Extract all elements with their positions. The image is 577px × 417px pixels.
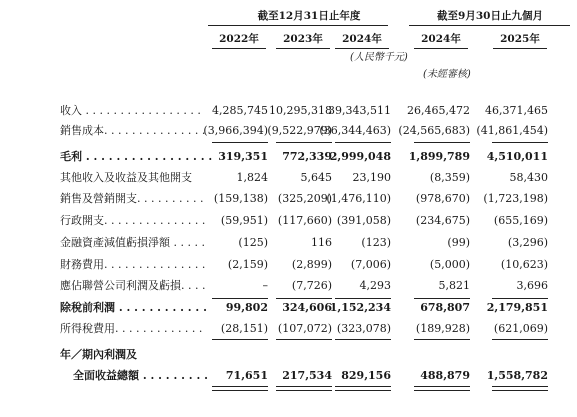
row-value: 678,807 bbox=[420, 301, 470, 314]
row-value: (125) bbox=[238, 236, 268, 249]
subtotal-rule bbox=[276, 339, 332, 340]
row-value: 4,510,011 bbox=[486, 150, 548, 163]
row-value: 324,606 bbox=[282, 301, 332, 314]
year-underline-4 bbox=[414, 48, 468, 49]
subtotal-rule bbox=[414, 142, 470, 143]
row-value: 4,285,745 bbox=[212, 104, 268, 117]
subtotal-rule bbox=[212, 339, 268, 340]
row-label: 應佔聯營公司利潤及虧損. . . . bbox=[60, 279, 206, 292]
row-value: 1,899,789 bbox=[408, 150, 470, 163]
subtotal-rule bbox=[276, 142, 332, 143]
row-value: 5,821 bbox=[438, 279, 470, 292]
row-value: (1,723,198) bbox=[483, 192, 548, 205]
row-value: 10,295,318 bbox=[269, 104, 332, 117]
year-underline-1 bbox=[212, 48, 266, 49]
row-value: (234,675) bbox=[415, 214, 470, 227]
total-double-rule bbox=[276, 386, 332, 391]
row-label: 財務費用. . . . . . . . . . . . . . . bbox=[60, 258, 206, 271]
row-value: 3,696 bbox=[516, 279, 548, 292]
unaudited-label: (未經審核) bbox=[423, 69, 471, 80]
group-underline-nine bbox=[409, 25, 570, 26]
year-header-2025-9m: 2025年 bbox=[500, 33, 540, 45]
subtotal-rule bbox=[212, 298, 268, 299]
row-value: (99) bbox=[447, 236, 470, 249]
total-value: 829,156 bbox=[341, 369, 391, 382]
row-value: (159,138) bbox=[213, 192, 268, 205]
row-value: (24,565,683) bbox=[398, 124, 470, 137]
total-value: 488,879 bbox=[420, 369, 470, 382]
total-double-rule bbox=[492, 386, 548, 391]
year-underline-5 bbox=[493, 48, 547, 49]
row-label: 除稅前利潤 . . . . . . . . . . . . bbox=[60, 301, 207, 314]
total-value: 1,558,782 bbox=[486, 369, 548, 382]
row-value: (325,209) bbox=[277, 192, 332, 205]
row-value: (2,899) bbox=[291, 258, 332, 271]
row-value: (621,069) bbox=[493, 322, 548, 335]
row-value: 26,465,472 bbox=[407, 104, 470, 117]
row-value: (7,726) bbox=[291, 279, 332, 292]
subtotal-rule bbox=[335, 339, 391, 340]
row-label: 其他收入及收益及其他開支 bbox=[60, 171, 192, 184]
row-value: (189,928) bbox=[415, 322, 470, 335]
row-value: (123) bbox=[361, 236, 391, 249]
row-value: 2,179,851 bbox=[486, 301, 548, 314]
row-value: (36,344,463) bbox=[319, 124, 391, 137]
row-value: 99,802 bbox=[225, 301, 268, 314]
row-value: (59,951) bbox=[220, 214, 268, 227]
row-value: (3,296) bbox=[507, 236, 548, 249]
row-value: (41,861,454) bbox=[476, 124, 548, 137]
row-value: 2,999,048 bbox=[329, 150, 391, 163]
row-value: 1,824 bbox=[236, 171, 268, 184]
row-label: 金融資產減值虧損淨額 . . . . . bbox=[60, 236, 205, 249]
subtotal-rule bbox=[335, 142, 391, 143]
row-value: (3,966,394) bbox=[203, 124, 268, 137]
row-value: 5,645 bbox=[300, 171, 332, 184]
group-title-year-ended: 截至12月31日止年度 bbox=[257, 10, 361, 22]
subtotal-rule bbox=[414, 339, 470, 340]
subtotal-rule bbox=[492, 142, 548, 143]
row-value: 39,343,511 bbox=[328, 104, 391, 117]
row-value: (28,151) bbox=[220, 322, 268, 335]
subtotal-rule bbox=[335, 298, 391, 299]
total-double-rule bbox=[414, 386, 470, 391]
subtotal-rule bbox=[492, 298, 548, 299]
year-header-2024-9m: 2024年 bbox=[421, 33, 461, 45]
row-label: 銷售成本. . . . . . . . . . . . . . . bbox=[60, 124, 206, 137]
row-value: (978,670) bbox=[415, 192, 470, 205]
row-value: (323,078) bbox=[336, 322, 391, 335]
group-underline-year bbox=[208, 25, 388, 26]
total-double-rule bbox=[212, 386, 268, 391]
year-underline-2 bbox=[276, 48, 330, 49]
row-label: 行政開支. . . . . . . . . . . . . . . bbox=[60, 214, 206, 227]
row-value: (117,660) bbox=[277, 214, 332, 227]
row-value: (2,159) bbox=[227, 258, 268, 271]
row-value: (107,072) bbox=[277, 322, 332, 335]
row-value: (10,623) bbox=[500, 258, 548, 271]
total-label-line1: 年／期內利潤及 bbox=[60, 348, 137, 361]
total-label-line2: 全面收益總額 . . . . . . . . . bbox=[73, 369, 208, 382]
row-value: (7,006) bbox=[350, 258, 391, 271]
row-label: 收入 . . . . . . . . . . . . . . . . . bbox=[60, 104, 201, 117]
row-value: (655,169) bbox=[493, 214, 548, 227]
row-value: 319,351 bbox=[218, 150, 268, 163]
row-value: 116 bbox=[311, 236, 332, 249]
row-value: (8,359) bbox=[429, 171, 470, 184]
group-title-nine-months: 截至9月30日止九個月 bbox=[437, 10, 543, 22]
total-value: 71,651 bbox=[225, 369, 268, 382]
year-underline-3 bbox=[335, 48, 389, 49]
subtotal-rule bbox=[212, 142, 268, 143]
subtotal-rule bbox=[276, 298, 332, 299]
row-value: (391,058) bbox=[336, 214, 391, 227]
row-value: (5,000) bbox=[429, 258, 470, 271]
year-header-2022: 2022年 bbox=[219, 33, 259, 45]
row-value: 1,152,234 bbox=[329, 301, 391, 314]
row-label: 所得稅費用. . . . . . . . . . . . . bbox=[60, 322, 203, 335]
row-value: – bbox=[262, 279, 268, 292]
row-value: 46,371,465 bbox=[485, 104, 548, 117]
row-value: 58,430 bbox=[509, 171, 548, 184]
year-header-2024: 2024年 bbox=[342, 33, 382, 45]
total-double-rule bbox=[335, 386, 391, 391]
row-value: 23,190 bbox=[352, 171, 391, 184]
row-value: 4,293 bbox=[359, 279, 391, 292]
row-label: 毛利 . . . . . . . . . . . . . . . . . bbox=[60, 150, 213, 163]
row-value: (9,522,979) bbox=[267, 124, 332, 137]
row-value: 772,339 bbox=[282, 150, 332, 163]
unit-label: (人民幣千元) bbox=[350, 52, 408, 63]
subtotal-rule bbox=[414, 298, 470, 299]
subtotal-rule bbox=[492, 339, 548, 340]
year-header-2023: 2023年 bbox=[283, 33, 323, 45]
row-value: (1,476,110) bbox=[326, 192, 391, 205]
row-label: 銷售及營銷開支. . . . . . . . . . bbox=[60, 192, 204, 205]
total-value: 217,534 bbox=[282, 369, 332, 382]
